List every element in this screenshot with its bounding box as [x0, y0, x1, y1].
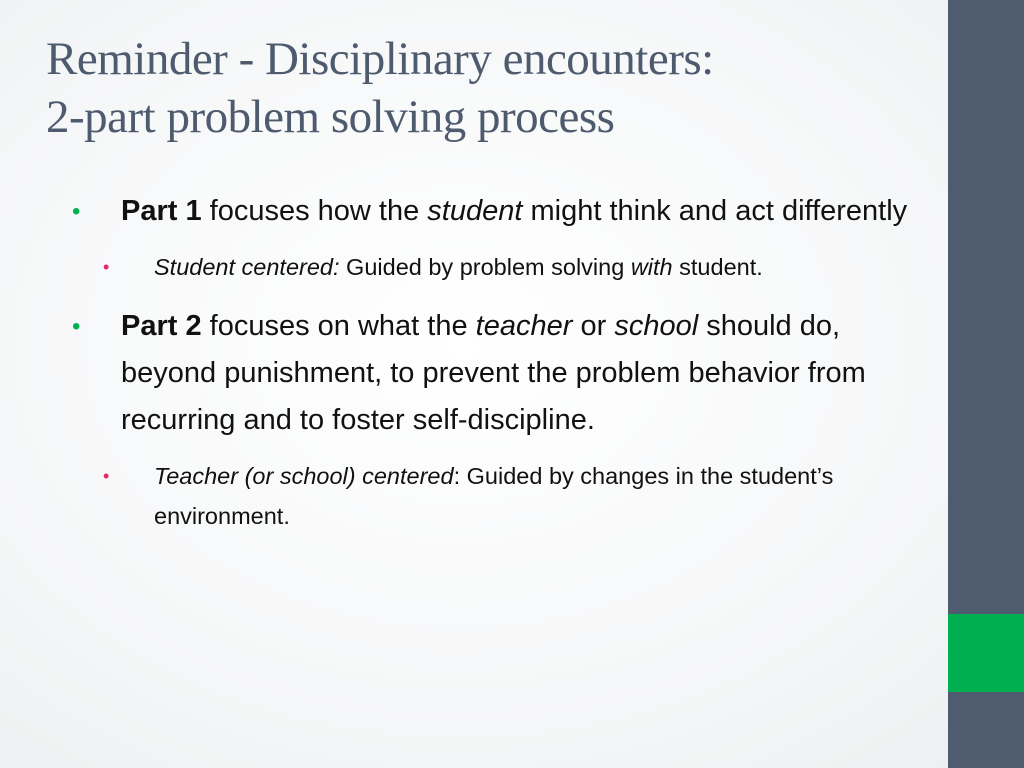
- bullet-text: or: [572, 310, 615, 342]
- bullet-italic: student: [427, 195, 523, 227]
- bullet-part-1: [72, 188, 912, 235]
- slide-content: [72, 188, 912, 552]
- subbullet-dot-icon: •: [103, 257, 110, 277]
- subbullet-dot-icon: •: [103, 466, 110, 486]
- bullet-text: focuses how the: [201, 195, 428, 227]
- bullet-text: should do, beyond punishment, to prevent the problem behavior from recurring and to foster self-discipline.: [121, 310, 866, 436]
- bullet-bold: Part 1: [121, 195, 202, 227]
- bullet-dot-icon: •: [72, 313, 81, 340]
- subbullet-italic: with: [630, 254, 673, 280]
- title-line-1: Reminder - Disciplinary encounters:: [46, 33, 714, 85]
- bullet-bold: Part 2: [121, 310, 202, 342]
- bullet-italic: school: [614, 310, 699, 342]
- slide-title: [46, 30, 926, 146]
- subbullet-part-1: [72, 247, 912, 287]
- bullet-part-2: [72, 303, 912, 444]
- title-line-2: 2-part problem solving process: [46, 91, 615, 143]
- subbullet-italic: Student centered:: [154, 254, 340, 280]
- bullet-italic: teacher: [475, 310, 573, 342]
- subbullet-text: student.: [672, 254, 763, 280]
- bullet-dot-icon: •: [72, 198, 81, 225]
- subbullet-italic: Teacher (or school) centered: [154, 463, 454, 489]
- subbullet-text: : Guided by changes in the student’s environment.: [154, 463, 834, 529]
- bullet-text: focuses on what the: [201, 310, 476, 342]
- subbullet-part-2: [72, 456, 912, 536]
- accent-block: [948, 614, 1024, 692]
- subbullet-text: Guided by problem solving: [339, 254, 631, 280]
- bullet-text: might think and act differently: [522, 195, 908, 227]
